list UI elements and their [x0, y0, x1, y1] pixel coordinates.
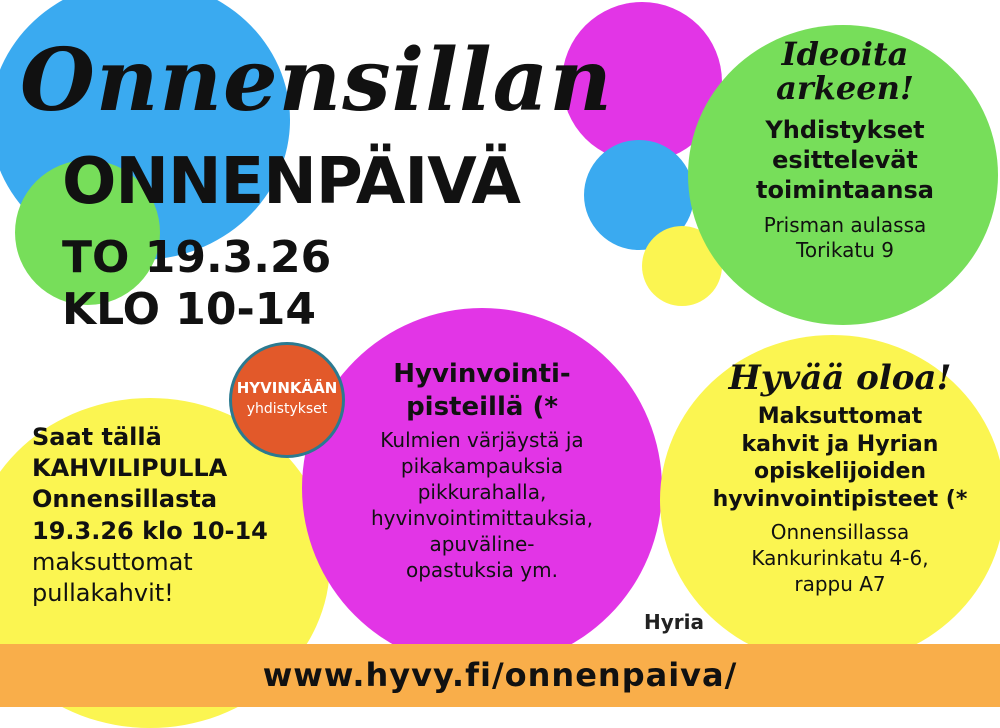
apuvaline-text: apuväline-	[429, 532, 535, 556]
rappu-text: rappu A7	[794, 572, 886, 597]
middle-magenta-block	[322, 358, 642, 583]
date-line: TO 19.3.26	[62, 232, 332, 283]
ideoita-script: Ideoita	[781, 35, 909, 73]
maksuttomat-bold-text: Maksuttomat	[757, 404, 923, 430]
yhdistykset-text: Yhdistykset	[765, 116, 925, 145]
pisteilla-text: pisteillä (*	[406, 391, 558, 422]
onnensillassa-text: Onnensillassa	[770, 520, 910, 545]
prisman-aulassa-text: Prisman aulassa	[763, 213, 927, 238]
hyvaa-oloa-script: Hyvää oloa!	[728, 358, 952, 398]
kankurinkatu-text: Kankurinkatu 4-6,	[751, 546, 929, 571]
pullakahvit-text: pullakahvit!	[32, 578, 174, 607]
logo-line2: yhdistykset	[246, 401, 328, 417]
date-time-text: 19.3.26 klo 10-14	[32, 516, 268, 545]
pikkurahalla-text: pikkurahalla,	[417, 480, 547, 504]
opiskelijoiden-text: opiskelijoiden	[753, 459, 927, 485]
kulmien-text: Kulmien värjäystä ja	[380, 428, 584, 452]
left-yellow-block	[32, 422, 322, 609]
script-title: Onnensillan	[20, 30, 613, 131]
hyvinvointipisteet-text: hyvinvointipisteet (*	[712, 486, 968, 512]
torikatu-text: Torikatu 9	[796, 238, 894, 263]
footer-bar	[0, 644, 1000, 707]
top-right-block	[700, 35, 990, 263]
time-line: KLO 10-14	[62, 284, 317, 335]
kahvilipulla-text: KAHVILIPULLA	[32, 454, 228, 483]
main-title: ONNENPÄIVÄ	[62, 145, 520, 219]
arkeen-script: arkeen!	[776, 68, 914, 107]
opastuksia-text: opastuksia ym.	[406, 558, 558, 582]
hyria-sponsor: Hyria	[644, 610, 704, 634]
kahvit-hyrian-text: kahvit ja Hyrian	[741, 431, 939, 457]
onnensillasta-text: Onnensillasta	[32, 485, 218, 514]
toimintaansa-text: toimintaansa	[756, 176, 934, 205]
saat-talla-text: Saat tällä	[32, 423, 162, 451]
logo-line1: HYVINKÄÄN	[236, 379, 338, 397]
hyvinvointi-text: Hyvinvointi-	[393, 359, 571, 389]
right-yellow-block	[680, 360, 1000, 597]
hyvinvointimittauksia-text: hyvinvointimittauksia,	[370, 506, 594, 530]
footer-url[interactable]: www.hyvy.fi/onnenpaiva/	[262, 656, 738, 694]
pikakampauksia-text: pikakampauksia	[400, 454, 564, 478]
esittelevat-text: esittelevät	[772, 146, 918, 175]
maksuttomat-text: maksuttomat	[32, 547, 193, 576]
